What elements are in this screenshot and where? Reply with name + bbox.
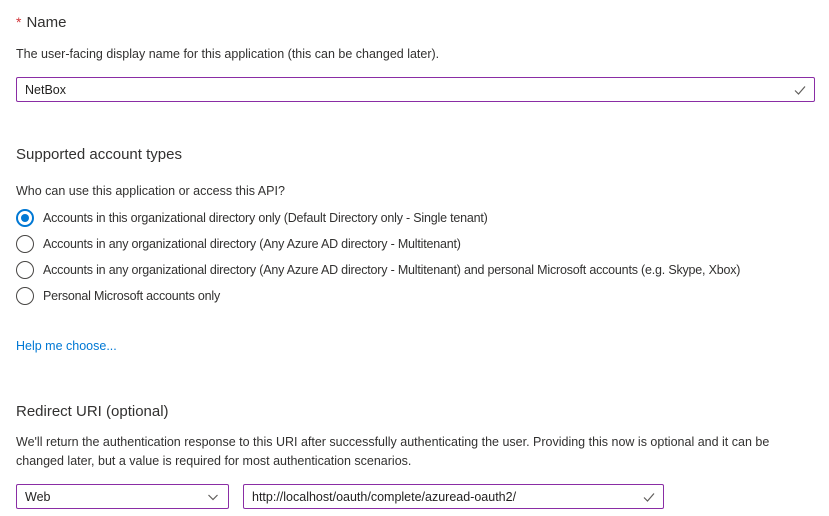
required-asterisk: * [16, 14, 22, 30]
name-input[interactable] [16, 77, 815, 102]
redirect-uri-title: Redirect URI (optional) [16, 403, 169, 420]
account-type-option-multitenant[interactable] [16, 235, 813, 253]
account-types-title: Supported account types [16, 146, 182, 163]
account-types-radio-group [16, 209, 813, 305]
redirect-uri-section [16, 402, 813, 509]
radio-label: Personal Microsoft accounts only [43, 289, 221, 303]
name-section-title [16, 12, 813, 33]
redirect-uri-input[interactable] [243, 484, 664, 509]
radio-label: Accounts in this organizational directory only (Default Directory only - Single tenant) [43, 211, 488, 225]
name-title-text: Name [26, 14, 67, 31]
redirect-uri-input-container [243, 484, 664, 509]
name-section [16, 12, 813, 102]
redirect-uri-description: We'll return the authentication response to this URI after successfully authenticating the user. Providing this now is optional and it can be changed later, but a value is required for most authentication scenarios. [16, 435, 770, 468]
chevron-down-icon [206, 490, 220, 504]
account-type-option-personal-only[interactable] [16, 287, 813, 305]
radio-label: Accounts in any organizational directory (Any Azure AD directory - Multitenant) and personal Microsoft accounts (e.g. Skype, Xbox) [43, 263, 741, 277]
name-input-container [16, 77, 815, 102]
radio-button[interactable] [16, 235, 34, 253]
account-type-option-multitenant-personal[interactable] [16, 261, 813, 279]
valid-checkmark-icon [642, 490, 656, 504]
valid-checkmark-icon [793, 83, 807, 97]
platform-select[interactable] [16, 484, 229, 509]
radio-button-selected[interactable] [16, 209, 34, 227]
account-types-question: Who can use this application or access this API? [16, 184, 285, 198]
platform-select-value: Web [25, 489, 51, 504]
name-description: The user-facing display name for this application (this can be changed later). [16, 47, 440, 61]
redirect-uri-controls [16, 484, 813, 509]
radio-label: Accounts in any organizational directory (Any Azure AD directory - Multitenant) [43, 237, 461, 251]
account-types-section [16, 145, 813, 355]
radio-button[interactable] [16, 261, 34, 279]
radio-button[interactable] [16, 287, 34, 305]
help-me-choose-link[interactable]: Help me choose... [16, 339, 117, 353]
account-type-option-single-tenant[interactable] [16, 209, 813, 227]
